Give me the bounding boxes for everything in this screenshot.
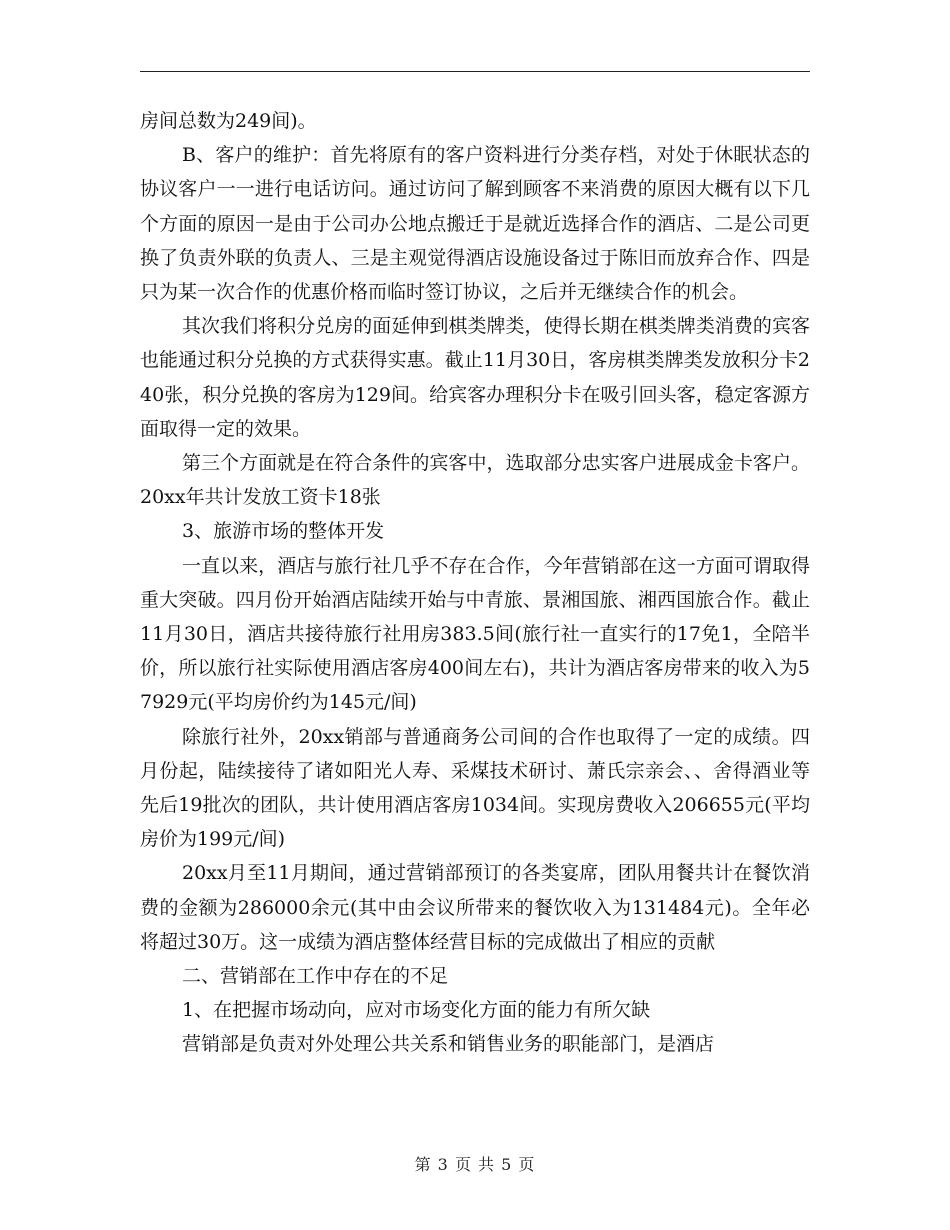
paragraph: 20xx月至11月期间，通过营销部预订的各类宴席，团队用餐共计在餐饮消费的金额为286000余元(其中由会议所带来的餐饮收入为131484元)。全年必将超过30万。这一成绩为酒店整体经营目标的完成做出了相应的贡献: [140, 862, 810, 953]
paragraph: B、客户的维护：首先将原有的客户资料进行分类存档，对处于休眠状态的协议客户一一进行电话访问。通过访问了解到顾客不来消费的原因大概有以下几个方面的原因一是由于公司办公地点搬迁于是就近选择合作的酒店、二是公司更换了负责外联的负责人、三是主观觉得酒店设施设备过于陈旧而放弃合作、四是只为某一次合作的优惠价格而临时签订协议，之后并无继续合作的机会。: [140, 144, 810, 304]
paragraph: 房间总数为249间)。: [140, 110, 317, 132]
paragraph: 第三个方面就是在符合条件的宾客中，选取部分忠实客户进展成金卡客户。20xx年共计发放工资卡18张: [140, 452, 810, 509]
section-heading: 3、旅游市场的整体开发: [182, 520, 385, 543]
section-heading: 1、在把握市场动向，应对市场变化方面的能力有所欠缺: [182, 999, 651, 1022]
page-number-footer: 第 3 页 共 5 页: [414, 1155, 536, 1174]
paragraph: 一直以来，酒店与旅行社几乎不存在合作，今年营销部在这一方面可谓取得重大突破。四月份开始酒店陆续开始与中青旅、景湘国旅、湘西国旅合作。截止11月30日，酒店共接待旅行社用房383.5间(旅行社一直实行的17免1，全陪半价，所以旅行社实际使用酒店客房400间左右)，共计为酒店客房带来的收入为57929元(平均房价约为145元/间): [140, 554, 810, 714]
paragraph: 除旅行社外，20xx销部与普通商务公司间的合作也取得了一定的成绩。四月份起，陆续接待了诸如阳光人寿、采煤技术研讨、萧氏宗亲会、、舍得酒业等先后19批次的团队，共计使用酒店客房1034间。实现房费收入206655元(平均房价为199元/间): [140, 725, 810, 851]
paragraph: 其次我们将积分兑房的面延伸到棋类牌类，使得长期在棋类牌类消费的宾客也能通过积分兑换的方式获得实惠。截止11月30日，客房棋类牌类发放积分卡240张，积分兑换的客房为129间。给宾客办理积分卡在吸引回头客，稳定客源方面取得一定的效果。: [140, 315, 810, 440]
paragraph: 营销部是负责对外处理公共关系和销售业务的职能部门，是酒店: [182, 1033, 715, 1056]
header-rule: [140, 71, 810, 72]
section-heading: 二、营销部在工作中存在的不足: [182, 965, 449, 988]
document-body: [140, 104, 810, 1062]
